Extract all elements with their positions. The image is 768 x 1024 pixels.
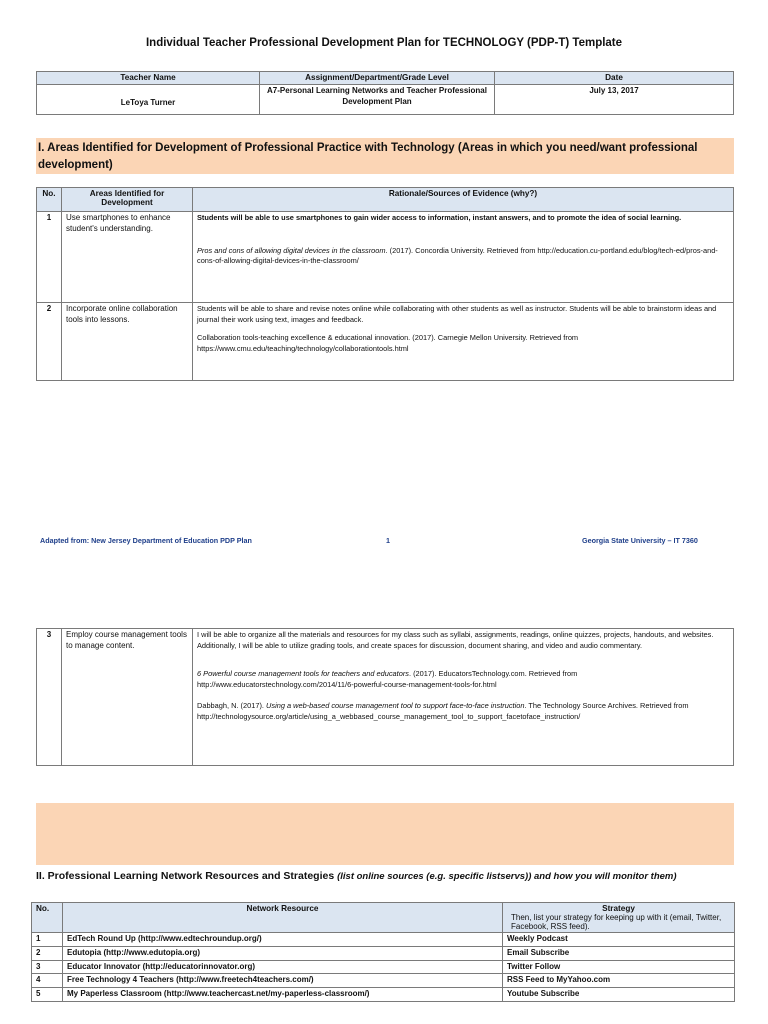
row-number: 1 <box>32 933 63 947</box>
rationale-text: Students will be able to share and revise notes online while collaborating with other students as well as instructor. Students will be able to brainstorm ideas and journal their work using text, images and feedback. <box>197 304 717 324</box>
assignment-header: Assignment/Department/Grade Level <box>260 72 495 85</box>
rationale-text: I will be able to organize all the materials and resources for my class such as syllabi, assignments, readings, online quizzes, projects, handouts, and websites. <box>197 630 714 639</box>
date-header: Date <box>495 72 734 85</box>
row-number: 3 <box>32 960 63 974</box>
table-row <box>32 974 735 988</box>
strategy-cell: Email Subscribe <box>503 946 735 960</box>
section-band <box>36 803 734 865</box>
row-number: 2 <box>32 946 63 960</box>
source-title: Using a web-based course management tool to support face-to-face instruction <box>266 700 525 710</box>
row-number: 1 <box>37 212 62 303</box>
section-2-title: II. Professional Learning Network Resources and Strategies <box>36 870 338 882</box>
page-title: Individual Teacher Professional Development Plan for TECHNOLOGY (PDP-T) Template <box>145 37 623 49</box>
no-header: No. <box>32 903 63 933</box>
teacher-info-table <box>36 71 734 115</box>
source-citation <box>197 246 729 267</box>
areas-header: Areas Identified for Development <box>62 188 193 212</box>
area-text: Use smartphones to enhance student's understanding. <box>62 212 193 303</box>
source-citation: Collaboration tools-teaching excellence & educational innovation. (2017). Carnegie Mellon University. Retrieved from https://www.cmu.edu/teaching/technology/collaborationtools.html <box>197 333 579 354</box>
footer-right: Georgia State University – IT 7360 <box>582 536 698 545</box>
source-title: Pros and cons of allowing digital devices in the classroom <box>197 245 386 255</box>
section-2-heading <box>36 870 677 882</box>
footer-page-number: 1 <box>386 536 390 545</box>
assignment-value: A7-Personal Learning Networks and Teacher Professional Development Plan <box>260 85 495 115</box>
strategy-cell: RSS Feed to MyYahoo.com <box>503 974 735 988</box>
row-number: 3 <box>37 629 62 766</box>
strategy-cell: Weekly Podcast <box>503 933 735 947</box>
source-rest: . (2017). EducatorsTechnology.com. Retrieved from http://www.educatorstechnology.com/2014/11/6-powerful-course-management-tools-for.html <box>197 669 578 690</box>
areas-table-continued <box>36 628 734 766</box>
table-row <box>37 629 734 766</box>
resource-cell: My Paperless Classroom (http://www.teachercast.net/my-paperless-classroom/) <box>63 988 503 1002</box>
network-table <box>31 902 735 1002</box>
rationale-text: Students will be able to use smartphones to gain wider access to information, instant answers, and to promote the idea of social learning. <box>197 213 682 222</box>
rationale-cell <box>193 212 734 303</box>
rationale-cell <box>193 629 734 766</box>
source-rest: . The Technology Source Archives. Retrieved from http://technologysource.org/article/using_a_webbased_course_management_tool_to_support_facetoface_instruction/ <box>197 700 689 721</box>
source-author: Dabbagh, N. (2017). <box>197 700 267 710</box>
no-header: No. <box>37 188 62 212</box>
section-2-subtitle: (list online sources (e.g. specific listservs)) and how you will monitor them) <box>337 871 677 882</box>
footer-left: Adapted from: New Jersey Department of Education PDP Plan <box>40 536 252 545</box>
source-citation-2 <box>197 701 729 722</box>
resource-cell: EdTech Round Up (http://www.edtechroundup.org/) <box>63 933 503 947</box>
table-row <box>37 303 734 381</box>
source-rest: . (2017). Concordia University. Retrieved from http://education.cu-portland.edu/blog/tech-ed/pros-and-cons-of-allowing-digital-devices-in-the-classroom/ <box>197 245 718 266</box>
strategy-title: Strategy <box>602 904 635 913</box>
source-title: 6 Powerful course management tools for teachers and educators <box>197 669 409 679</box>
resource-header: Network Resource <box>63 903 503 933</box>
strategy-cell: Youtube Subscribe <box>503 988 735 1002</box>
table-row <box>32 933 735 947</box>
resource-cell: Edutopia (http://www.edutopia.org) <box>63 946 503 960</box>
source-citation-1 <box>197 669 729 690</box>
row-number: 2 <box>37 303 62 381</box>
rationale-text-2: Additionally, I will be able to utilize grading tools, and create spaces for discussion, document sharing, and video and audio commentary. <box>197 640 643 650</box>
date-value: July 13, 2017 <box>495 85 734 115</box>
strategy-header <box>503 903 735 933</box>
table-row <box>32 946 735 960</box>
row-number: 5 <box>32 988 63 1002</box>
section-1-heading: I. Areas Identified for Development of Professional Practice with Technology (Areas in which you need/want professional development) <box>36 138 734 174</box>
table-row <box>37 212 734 303</box>
resource-cell: Free Technology 4 Teachers (http://www.freetech4teachers.com/) <box>63 974 503 988</box>
teacher-name-header: Teacher Name <box>37 72 260 85</box>
resource-cell: Educator Innovator (http://educatorinnovator.org) <box>63 960 503 974</box>
rationale-cell <box>193 303 734 381</box>
area-text: Employ course management tools to manage content. <box>62 629 193 766</box>
rationale-header: Rationale/Sources of Evidence (why?) <box>193 188 734 212</box>
row-number: 4 <box>32 974 63 988</box>
strategy-subtitle: Then, list your strategy for keeping up with it (email, Twitter, Facebook, RSS feed). <box>511 913 722 931</box>
area-text: Incorporate online collaboration tools into lessons. <box>62 303 193 381</box>
table-row <box>32 988 735 1002</box>
table-row <box>32 960 735 974</box>
strategy-cell: Twitter Follow <box>503 960 735 974</box>
areas-table <box>36 187 734 381</box>
teacher-name-value: LeToya Turner <box>37 85 260 115</box>
